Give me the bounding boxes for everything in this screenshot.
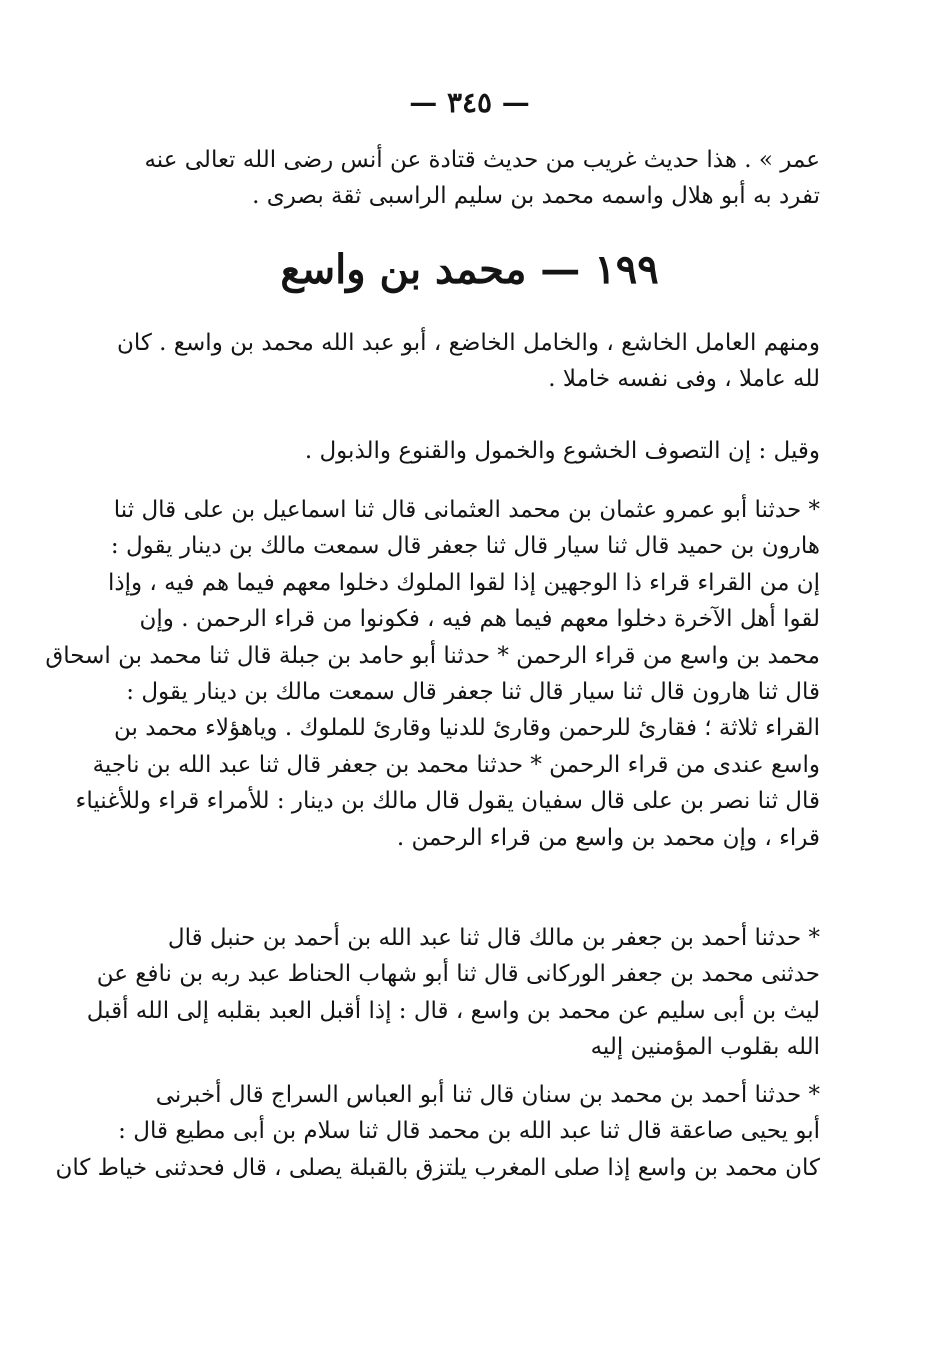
text-line: القراء ثلاثة ؛ فقارئ للرحمن وقارئ للدنيا وقارئ للملوك . وياهؤلاء محمد بن [114,715,820,742]
text-line: عمر » . هذا حديث غريب من حديث قتادة عن أنس رضى الله تعالى عنه [144,147,820,173]
text-line: حدثنى محمد بن جعفر الوركانى قال ثنا أبو شهاب الحناط عبد ربه بن نافع عن [96,961,820,988]
intro-paragraph [144,142,820,215]
text-line: هارون بن حميد قال ثنا سيار قال ثنا جعفر قال سمعت مالك بن دينار يقول : [110,533,820,560]
paragraph-4 [86,920,820,1066]
text-line: * حدثنا أحمد بن محمد بن سنان قال ثنا أبو العباس السراج قال أخبرنى [155,1082,820,1108]
text-line: الله بقلوب المؤمنين إليه [590,1034,820,1061]
page-number: — ٣٤٥ — [409,86,530,119]
text-line: محمد بن واسع من قراء الرحمن * حدثنا أبو حامد بن جبلة قال ثنا محمد بن اسحاق [45,642,820,669]
text-line: قال ثنا نصر بن على قال سفيان يقول قال مالك بن دينار : للأمراء قراء وللأغنياء [75,788,820,815]
paragraph-2 [182,433,820,469]
text-line: لقوا أهل الآخرة دخلوا معهم فيما هم فيه ، فكونوا من قراء الرحمن . وإن [139,606,820,633]
text-line: وقيل : إن التصوف الخشوع والخمول والقنوع والذبول . [304,438,820,464]
paragraph-1 [117,325,820,398]
paragraph-5 [55,1077,820,1186]
text-line: * حدثنا أبو عمرو عثمان بن محمد العثمانى قال ثنا اسماعيل بن على قال ثنا [113,497,820,523]
text-line: لله عاملا ، وفى نفسه خاملا . [548,366,820,393]
section-heading: ١٩٩ — محمد بن واسع [280,246,659,293]
text-line: أبو يحيى صاعقة قال ثنا عبد الله بن محمد قال ثنا سلام بن أبى مطيع قال : [118,1118,820,1145]
text-line: كان محمد بن واسع إذا صلى المغرب يلتزق بالقبلة يصلى ، قال فحدثنى خياط كان [55,1154,820,1181]
text-line: قراء ، وإن محمد بن واسع من قراء الرحمن . [396,824,820,851]
paragraph-3 [45,492,820,856]
text-line: * حدثنا أحمد بن جعفر بن مالك قال ثنا عبد الله بن أحمد بن حنبل قال [167,925,820,951]
text-line: ليث بن أبى سليم عن محمد بن واسع ، قال : إذا أقبل العبد بقلبه إلى الله أقبل [86,997,820,1024]
text-line: واسع عندى من قراء الرحمن * حدثنا محمد بن جعفر قال ثنا عبد الله بن ناجية [92,751,820,778]
text-line: إن من القراء قراء ذا الوجهين إذا لقوا الملوك دخلوا معهم فيما هم فيه ، وإذا [107,569,820,596]
text-line: قال ثنا هارون قال ثنا سيار قال ثنا جعفر قال سمعت مالك بن دينار يقول : [126,678,820,705]
text-line: تفرد به أبو هلال واسمه محمد بن سليم الراسبى ثقة بصرى . [252,183,820,210]
text-line: ومنهم العامل الخاشع ، والخامل الخاضع ، أبو عبد الله محمد بن واسع . كان [117,330,820,356]
